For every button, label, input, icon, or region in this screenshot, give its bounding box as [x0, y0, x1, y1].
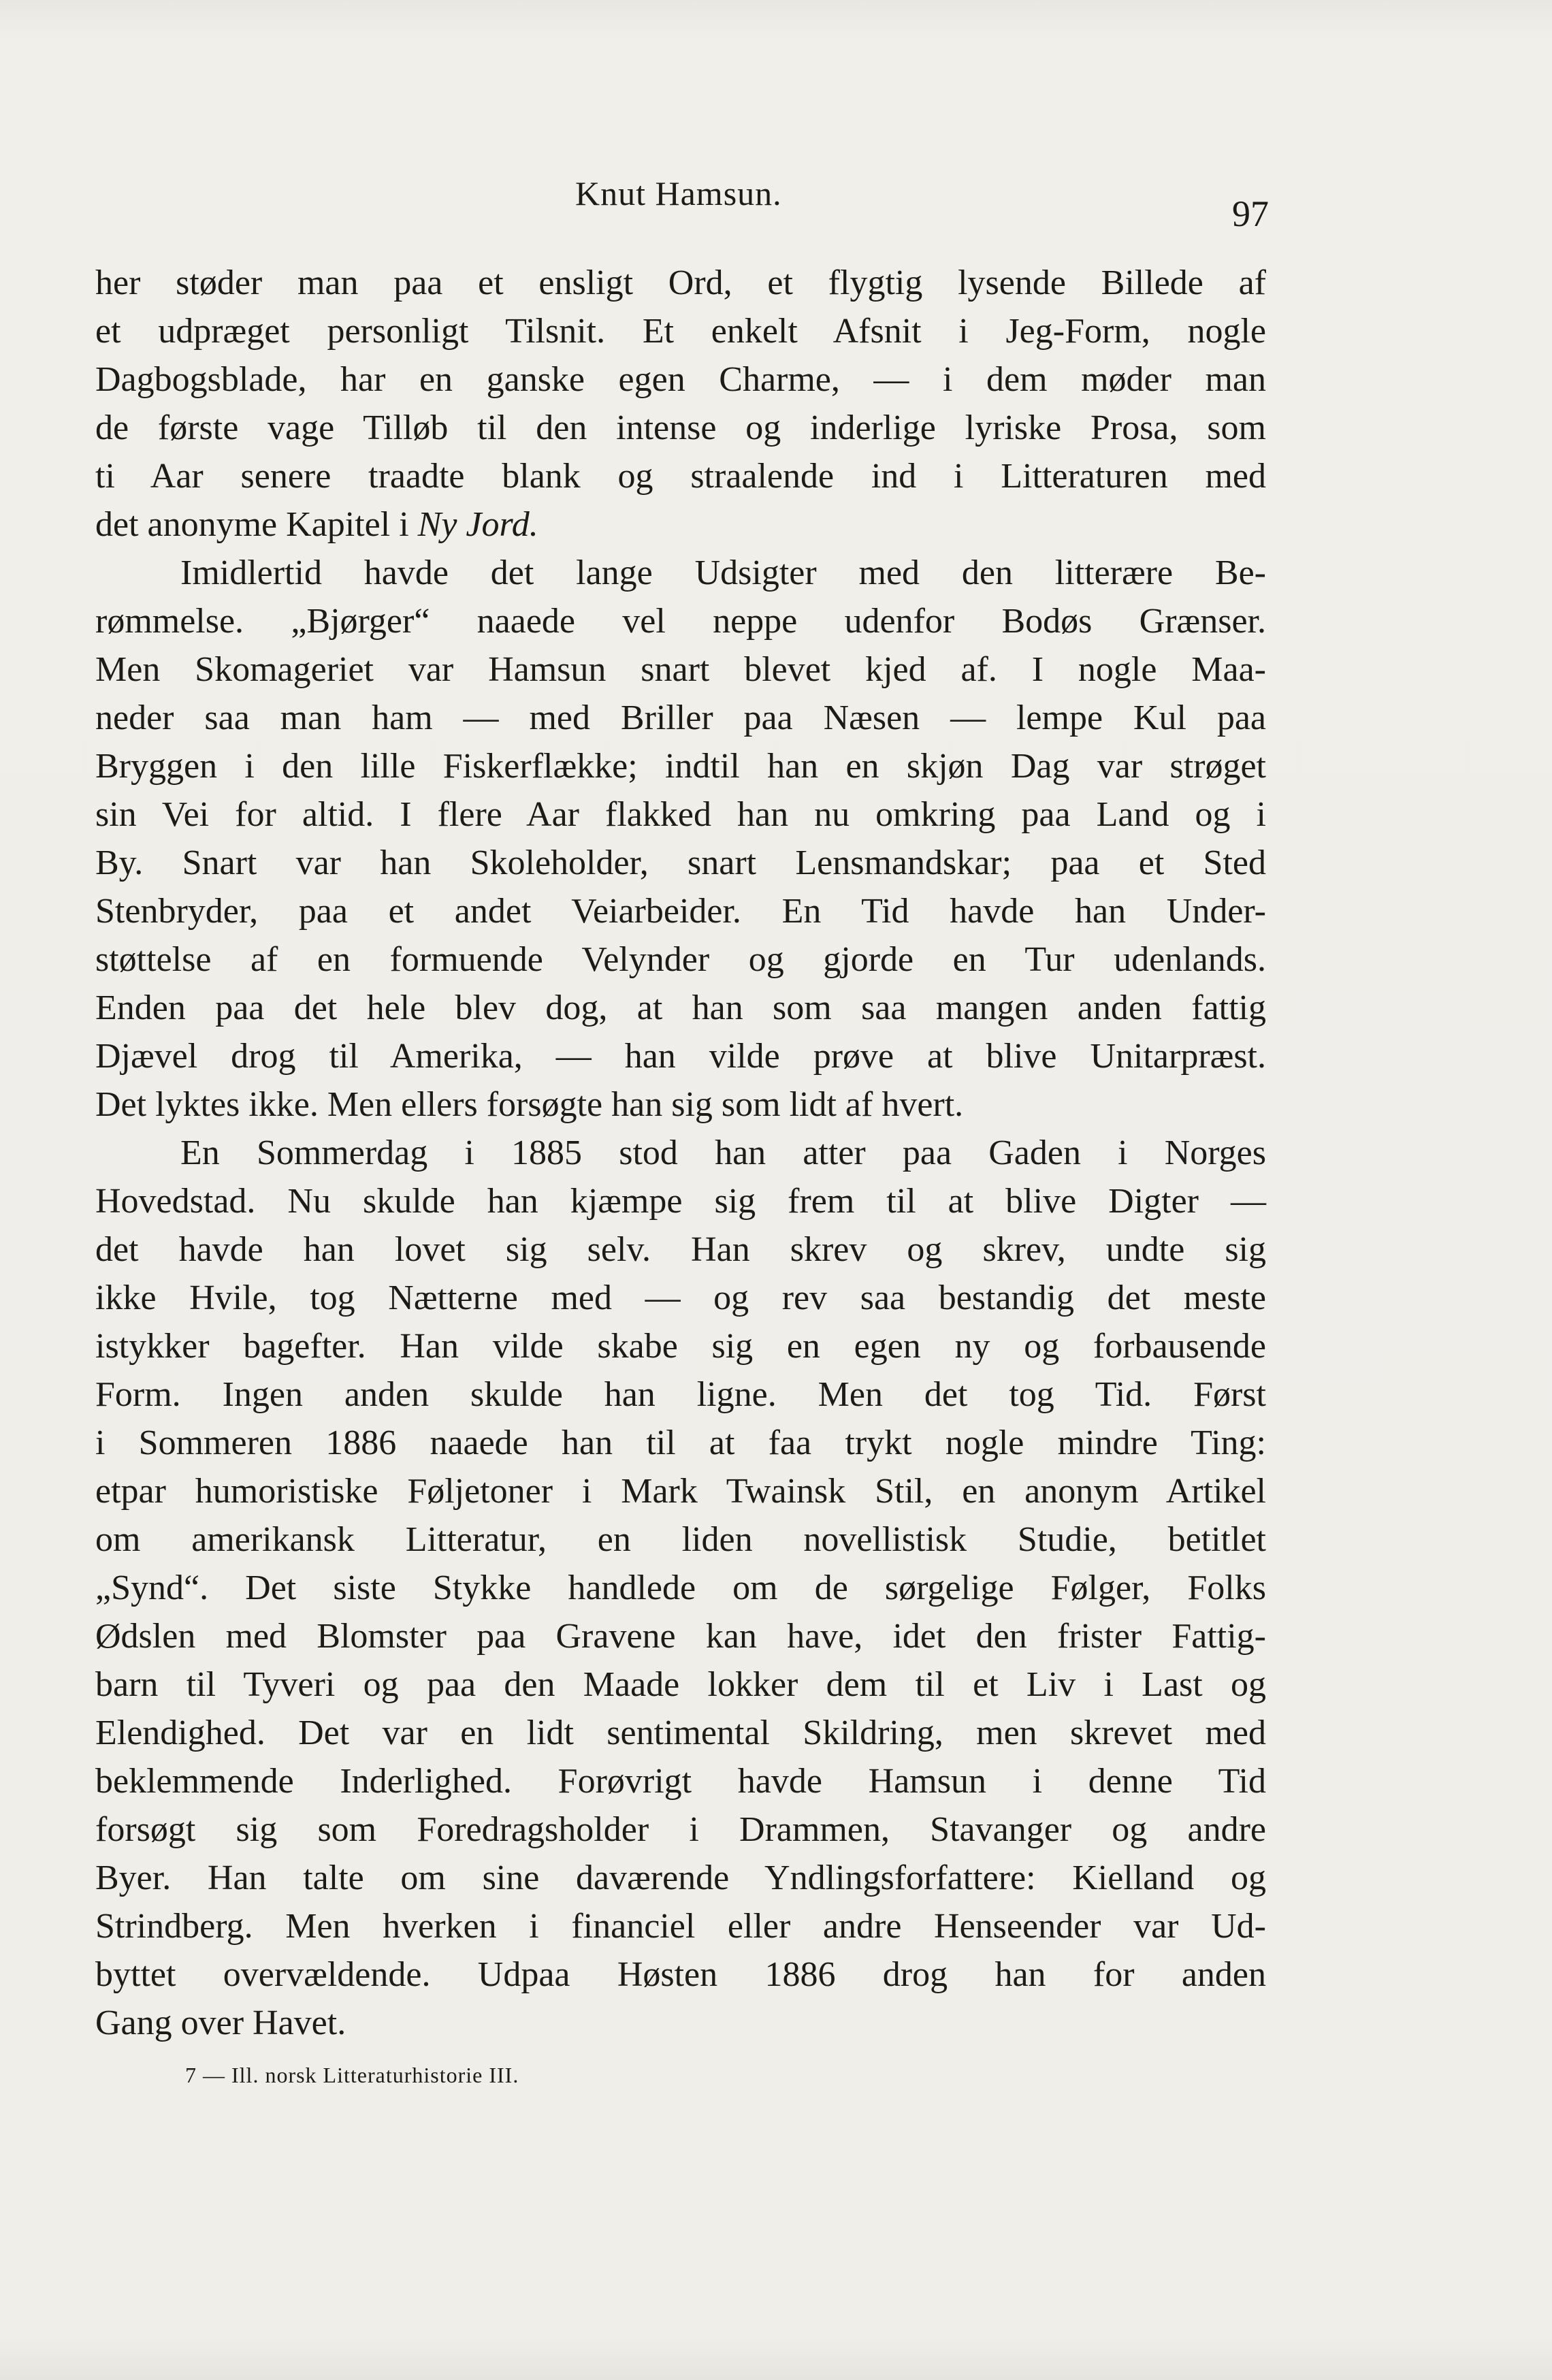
text-line: Stenbryder, paa et andet Veiarbeider. En Tid havde han Under-	[95, 892, 1266, 931]
running-head: Knut Hamsun.	[575, 174, 782, 212]
page-number: 97	[1232, 193, 1269, 234]
text-line: rømmelse. „Bjørger“ naaede vel neppe udenfor Bodøs Grænser.	[95, 602, 1266, 641]
text-line: Det lyktes ikke. Men ellers forsøgte han sig som lidt af hvert.	[95, 1085, 964, 1124]
text-line: her støder man paa et ensligt Ord, et flygtig lysende Billede af	[95, 263, 1266, 302]
text-line: ti Aar senere traadte blank og straalende ind i Litteraturen med	[95, 457, 1266, 496]
text-line-prefix: det anonyme Kapitel i	[95, 505, 418, 544]
text-line: byttet overvældende. Udpaa Høsten 1886 drog han for anden	[95, 1955, 1266, 1994]
text-line: istykker bagefter. Han vilde skabe sig en egen ny og forbausende	[95, 1327, 1266, 1366]
text-line: etpar humoristiske Føljetoner i Mark Twainsk Stil, en anonym Artikel	[95, 1472, 1266, 1511]
italic-title: Ny Jord.	[417, 505, 538, 544]
text-line: Strindberg. Men hverken i financiel eller andre Henseender var Ud-	[95, 1907, 1266, 1946]
text-line: Bryggen i den lille Fiskerflække; indtil han en skjøn Dag var strøget	[95, 747, 1266, 786]
text-line: Hovedstad. Nu skulde han kjæmpe sig frem til at blive Digter —	[95, 1182, 1266, 1221]
text-line: Enden paa det hele blev dog, at han som saa mangen anden fattig	[95, 988, 1266, 1027]
text-line: „Synd“. Det siste Stykke handlede om de sørgelige Følger, Folks	[95, 1569, 1266, 1607]
text-line: Elendighed. Det var en lidt sentimental Skildring, men skrevet med	[95, 1714, 1266, 1752]
page-header	[0, 174, 1552, 234]
body-text	[95, 259, 1266, 2047]
text-line: Djævel drog til Amerika, — han vilde prøve at blive Unitarpræst.	[95, 1037, 1266, 1076]
text-line: beklemmende Inderlighed. Forøvrigt havde Hamsun i denne Tid	[95, 1762, 1266, 1801]
text-line: Ødslen med Blomster paa Gravene kan have, idet den frister Fattig-	[95, 1617, 1266, 1656]
text-line: sin Vei for altid. I flere Aar flakked han nu omkring paa Land og i	[95, 795, 1266, 834]
text-line: neder saa man ham — med Briller paa Næsen — lempe Kul paa	[95, 698, 1266, 737]
footnote-signature: 7 — Ill. norsk Litteraturhistorie III.	[185, 2063, 519, 2087]
text-line: Gang over Havet.	[95, 2004, 346, 2042]
text-line: barn til Tyveri og paa den Maade lokker dem til et Liv i Last og	[95, 1665, 1266, 1704]
text-line: Form. Ingen anden skulde han ligne. Men det tog Tid. Først	[95, 1375, 1266, 1414]
text-line: ikke Hvile, tog Nætterne med — og rev saa bestandig det meste	[95, 1279, 1266, 1317]
text-line: By. Snart var han Skoleholder, snart Lensmandskar; paa et Sted	[95, 843, 1266, 882]
text-line: et udpræget personligt Tilsnit. Et enkelt Afsnit i Jeg-Form, nogle	[95, 312, 1266, 351]
text-line: de første vage Tilløb til den intense og inderlige lyriske Prosa, som	[95, 408, 1266, 447]
text-line: støttelse af en formuende Velynder og gjorde en Tur udenlands.	[95, 940, 1266, 979]
text-line: om amerikansk Litteratur, en liden novellistisk Studie, betitlet	[95, 1520, 1266, 1559]
text-line: forsøgt sig som Foredragsholder i Drammen, Stavanger og andre	[95, 1810, 1266, 1849]
text-line: Men Skomageriet var Hamsun snart blevet kjed af. I nogle Maa-	[95, 650, 1266, 689]
text-line: det havde han lovet sig selv. Han skrev og skrev, undte sig	[95, 1230, 1266, 1269]
paragraph-start-line: Imidlertid havde det lange Udsigter med den litterære Be-	[180, 553, 1266, 592]
text-line: i Sommeren 1886 naaede han til at faa trykt nogle mindre Ting:	[95, 1424, 1266, 1462]
text-line	[95, 500, 1266, 549]
paragraph-start-line: En Sommerdag i 1885 stod han atter paa Gaden i Norges	[180, 1133, 1266, 1172]
text-line: Byer. Han talte om sine daværende Yndlingsforfattere: Kielland og	[95, 1859, 1266, 1897]
text-line: Dagbogsblade, har en ganske egen Charme, — i dem møder man	[95, 360, 1266, 399]
